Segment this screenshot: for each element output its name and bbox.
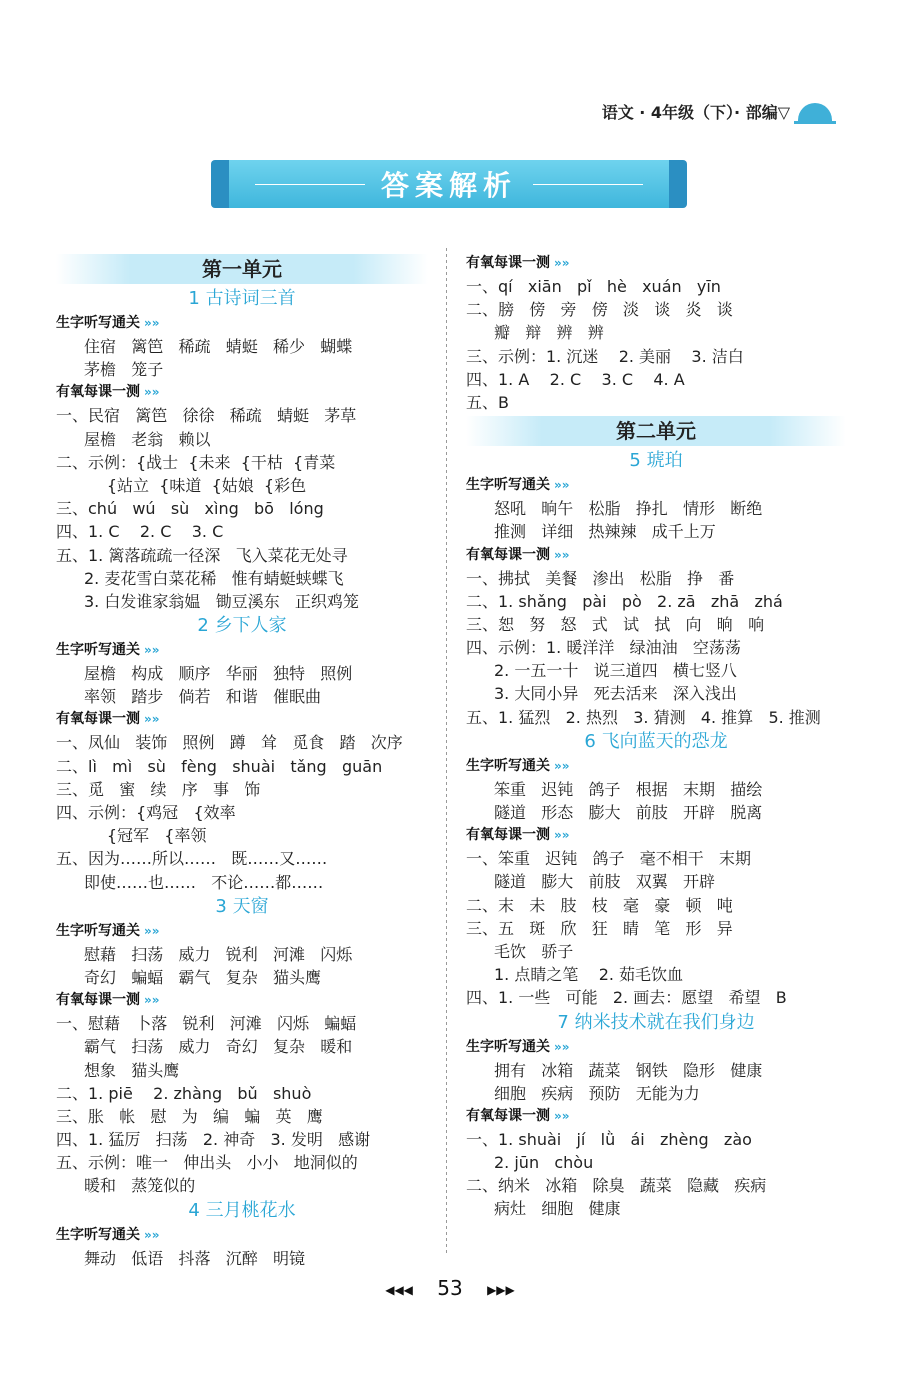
answer-line: 三、chú wú sù xìng bō lóng: [56, 499, 324, 519]
header-badge-icon: [798, 103, 832, 121]
answer-line: 2. 麦花雪白菜花稀 惟有蜻蜓蛱蝶飞: [84, 568, 344, 588]
section-label: 有氧每课一测: [56, 384, 140, 401]
lesson-title: 2 乡下人家: [197, 615, 287, 637]
left-column: [56, 252, 428, 1270]
section-heading: [56, 312, 428, 335]
section-heading: [466, 755, 846, 778]
answer-line: 舞动 低语 抖落 沉醉 明镜: [84, 1248, 306, 1268]
answer-line: 四、1. 一些 可能 2. 画去：愿望 希望 B: [466, 988, 787, 1008]
lesson-title: 1 古诗词三首: [188, 288, 296, 309]
section-heading: [56, 989, 428, 1012]
next-arrows-icon: ▶▶▶: [487, 1282, 515, 1297]
banner-line-left: [255, 184, 365, 185]
chevrons-icon: »»: [144, 923, 160, 938]
answer-line: 二、lì mì sù fèng shuài tǎng guān: [56, 756, 383, 776]
answer-line: 四、1. A 2. C 3. C 4. A: [466, 369, 685, 389]
answer-line: 四、示例：1. 暖洋洋 绿油油 空荡荡: [466, 638, 741, 658]
answer-line: 慰藉 扫荡 威力 锐利 河滩 闪烁: [84, 944, 353, 964]
answer-line: 三、五 斑 欣 狂 睛 笔 形 异: [466, 918, 733, 938]
chevrons-icon: »»: [554, 758, 570, 773]
section-heading: [466, 1105, 846, 1128]
answer-line: 瓣 辩 辨 辨: [494, 323, 604, 343]
answer-line: 一、慰藉 卜落 锐利 河滩 闪烁 蝙蝠: [56, 1014, 357, 1034]
answer-line: 住宿 篱笆 稀疏 蜻蜓 稀少 蝴蝶: [84, 337, 353, 356]
section-label: 有氧每课一测: [466, 1107, 550, 1124]
answer-line: {站立 {味道 {姑娘 {彩色: [56, 475, 307, 495]
section-heading: [56, 920, 428, 943]
answer-line: 三、恕 努 怒 式 试 拭 向 晌 响: [466, 614, 765, 634]
answer-line: 拥有 冰箱 蔬菜 钢铁 隐形 健康: [494, 1060, 763, 1080]
answer-line: 病灶 细胞 健康: [494, 1199, 621, 1219]
answer-line: 屋檐 老翁 赖以: [84, 429, 211, 449]
answer-line: 想象 猫头鹰: [84, 1060, 180, 1080]
answer-line: 二、末 未 肢 枝 毫 豪 顿 吨: [466, 895, 733, 915]
chevrons-icon: »»: [144, 712, 160, 727]
answer-line: 三、胀 帐 慰 为 编 蝙 英 鹰: [56, 1106, 323, 1126]
section-label: 生字听写通关: [56, 1226, 140, 1243]
section-label: 有氧每课一测: [466, 255, 550, 271]
answer-line: 即使……也…… 不论……都……: [84, 872, 324, 892]
chevrons-icon: »»: [554, 478, 570, 493]
chevrons-icon: »»: [554, 828, 570, 843]
answer-line: 怒吼 晌午 松脂 挣扎 情形 断绝: [494, 499, 763, 519]
answer-line: 细胞 疾病 预防 无能为力: [494, 1083, 700, 1103]
section-heading: [56, 1224, 428, 1247]
chevrons-icon: »»: [554, 1108, 570, 1123]
section-label: 生字听写通关: [466, 477, 550, 494]
banner-title: 答案解析: [380, 169, 517, 202]
answer-line: 四、1. C 2. C 3. C: [56, 522, 224, 542]
section-heading: [56, 708, 428, 731]
section-label: 生字听写通关: [56, 922, 140, 939]
answer-line: 笨重 迟钝 鸽子 根据 末期 描绘: [494, 779, 763, 799]
answer-line: 一、民宿 篱笆 徐徐 稀疏 蜻蜓 茅草: [56, 406, 357, 426]
lesson-title: 3 天窗: [215, 895, 269, 917]
answer-line: {冠军 {率领: [56, 826, 207, 846]
answer-line: 一、凤仙 装饰 照例 蹲 耸 觅食 踏 次序: [56, 733, 403, 753]
answer-line: 三、觅 蜜 续 序 事 饰: [56, 779, 261, 799]
page-number: 53: [437, 1276, 463, 1300]
chevrons-icon: »»: [554, 1039, 570, 1054]
chevrons-icon: »»: [144, 1227, 160, 1242]
page-header: [602, 100, 832, 123]
answer-line: 五、示例：唯一 伸出头 小小 地洞似的: [56, 1153, 358, 1173]
answer-line: 二、1. piē 2. zhàng bǔ shuò: [56, 1083, 312, 1103]
chevrons-icon: »»: [144, 643, 160, 658]
section-heading: [466, 544, 846, 567]
answer-line: 五、1. 猛烈 2. 热烈 3. 猜测 4. 推算 5. 推测: [466, 707, 821, 727]
answer-line: 二、示例：{战士 {未来 {干枯 {青菜: [56, 452, 336, 472]
lesson-title: 4 三月桃花水: [188, 1199, 296, 1221]
answer-line: 二、膀 傍 旁 傍 淡 谈 炎 谈: [466, 300, 733, 320]
section-heading: [466, 1036, 846, 1059]
answer-line: 五、B: [466, 392, 509, 412]
answer-line: 率领 踏步 倘若 和谐 催眠曲: [84, 687, 322, 707]
answer-line: 暖和 蒸笼似的: [84, 1176, 196, 1196]
column-divider: [446, 248, 447, 1256]
answer-line: 隧道 形态 膨大 前肢 开辟 脱离: [494, 803, 763, 822]
section-label: 有氧每课一测: [56, 992, 140, 1009]
answer-line: 二、1. shǎng pài pò 2. zā zhā zhá: [466, 591, 783, 611]
answer-line: 一、拂拭 美餐 渗出 松脂 挣 番: [466, 568, 735, 588]
answer-line: 1. 点睛之笔 2. 茹毛饮血: [494, 965, 684, 985]
section-label: 有氧每课一测: [466, 546, 550, 563]
answer-line: 一、1. shuài jí lǜ ái zhèng zào: [466, 1129, 752, 1149]
chevrons-icon: »»: [554, 256, 570, 270]
answer-line: 一、qí xiān pǐ hè xuán yīn: [466, 277, 721, 296]
section-heading: [56, 381, 428, 404]
answer-line: 2. jūn chòu: [494, 1153, 594, 1173]
chevrons-icon: »»: [554, 547, 570, 562]
section-label: 有氧每课一测: [466, 827, 550, 844]
header-text: 语文 · 4年级（下）· 部编▽: [601, 103, 790, 122]
answer-line: 3. 大同小异 死去活来 深入浅出: [494, 684, 737, 704]
section-label: 有氧每课一测: [56, 711, 140, 728]
chevrons-icon: »»: [144, 316, 160, 330]
answer-line: 霸气 扫荡 威力 奇幻 复杂 暖和: [84, 1037, 353, 1057]
banner-line-right: [533, 184, 643, 185]
prev-arrows-icon: ◀◀◀: [385, 1282, 413, 1297]
section-label: 生字听写通关: [466, 757, 550, 774]
answer-line: 茅檐 笼子: [84, 360, 164, 380]
unit-title: 第二单元: [466, 416, 846, 446]
lesson-title: 6 飞向蓝天的恐龙: [584, 730, 728, 752]
answer-line: 3. 白发谁家翁媪 锄豆溪东 正织鸡笼: [84, 591, 359, 611]
section-heading: [466, 824, 846, 847]
answer-line: 一、笨重 迟钝 鸽子 毫不相干 末期: [466, 849, 752, 869]
section-heading: [466, 252, 846, 275]
section-heading: [56, 639, 428, 662]
chevrons-icon: »»: [144, 385, 160, 400]
answer-line: 五、1. 篱落疏疏一径深 飞入菜花无处寻: [56, 545, 348, 565]
section-label: 生字听写通关: [56, 642, 140, 659]
answer-line: 三、示例：1. 沉迷 2. 美丽 3. 洁白: [466, 346, 744, 366]
answer-line: 毛饮 骄子: [494, 941, 574, 961]
answer-line: 隧道 膨大 前肢 双翼 开辟: [494, 872, 716, 892]
chevrons-icon: »»: [144, 993, 160, 1008]
lesson-title: 7 纳米技术就在我们身边: [557, 1011, 755, 1033]
page-footer: [0, 1276, 900, 1300]
section-label: 生字听写通关: [56, 315, 140, 331]
answer-line: 二、纳米 冰箱 除臭 蔬菜 隐藏 疾病: [466, 1176, 767, 1196]
answer-line: 2. 一五一十 说三道四 横七竖八: [494, 661, 737, 681]
answer-line: 奇幻 蝙蝠 霸气 复杂 猫头鹰: [84, 967, 322, 987]
section-label: 生字听写通关: [466, 1038, 550, 1055]
section-heading: [466, 474, 846, 497]
right-column: [466, 252, 846, 1221]
answer-line: 屋檐 构成 顺序 华丽 独特 照例: [84, 664, 353, 684]
answer-line: 四、示例：{鸡冠 {效率: [56, 803, 236, 822]
unit-title: 第一单元: [56, 254, 428, 284]
answer-line: 五、因为……所以…… 既……又……: [56, 849, 328, 869]
answer-line: 四、1. 猛厉 扫荡 2. 神奇 3. 发明 感谢: [56, 1130, 371, 1150]
answer-banner: [225, 160, 673, 208]
lesson-title: 5 琥珀: [629, 450, 683, 472]
answer-line: 推测 详细 热辣辣 成千上万: [494, 522, 716, 542]
